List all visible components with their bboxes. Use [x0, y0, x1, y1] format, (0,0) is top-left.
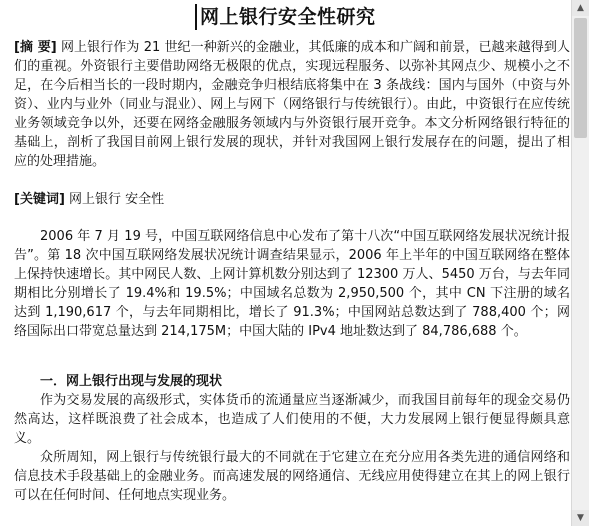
vertical-scrollbar[interactable]	[571, 0, 589, 526]
scrollbar-thumb[interactable]	[574, 18, 587, 138]
keywords-label: [关键词]	[14, 192, 65, 207]
abstract-section	[14, 38, 570, 171]
keywords-section	[14, 190, 570, 209]
scroll-down-icon[interactable]: ▼	[572, 510, 589, 526]
section-heading: 一．网上银行出现与发展的现状	[40, 374, 223, 389]
paper-title: 网上银行安全性研究	[195, 4, 376, 30]
section-paragraph-2: 众所周知，网上银行与传统银行最大的不同就在于它建立在充分应用各类先进的通信网络和信息技术手段基础上的金融业务。而高速发展的网络通信、无线应用使得建立在其上的网上银行可以在任何时间、任何地点实现业务。	[14, 450, 570, 503]
abstract-label: [摘 要]	[14, 40, 57, 55]
abstract-text: 网上银行作为 21 世纪一种新兴的金融业，其低廉的成本和广阔和前景，已越来越得到人们的重视。外资银行主要借助网络无极限的优点，实现远程服务、以弥补其网点少、规模小之不足，在今后相当长的一段时期内，金融竞争归根结底将集中在 3 条战线：国内与国外（中资与外资）、业内与业外（同业与混业）、网上与网下（网络银行与传统银行）。由此，中资银行在应传统业务领域竞争以外，还要在网络金融服务领域内与外资银行展开竞争。本文分析网络银行特征的基础上，剖析了我国目前网上银行发展的现状，并针对我国网上银行发展存在的问题，提出了相应的处理措施。	[14, 40, 570, 169]
keywords-text: 网上银行 安全性	[64, 192, 165, 207]
intro-paragraph: 2006 年 7 月 19 号，中国互联网络信息中心发布了第十八次“中国互联网络发展状况统计报告”。第 18 次中国互联网络发展状况统计调查结果显示，2006 年上半年的中国互联网络在整体上保持快速增长。其中网民人数、上网计算机数分别达到了 12300 万人、5450 万台，与去年同期相比分别增长了 19.4%和 19.5%；中国域名总数为 2,950,500 个，其中 CN 下注册的域名达到 1,190,617 个，与去年同期相比，增长了 91.3%；中国网站总数达到了 788,400 个；网络国际出口带宽总量达到 214,175M；中国大陆的 IPv4 地址数达到了 84,786,688 个。	[14, 229, 570, 339]
section-paragraph-1: 作为交易发展的高级形式，实体货币的流通量应当逐渐减少，而我国目前每年的现金交易仍然高达，这样既浪费了社会成本，也造成了人们使用的不便，大力发展网上银行便显得颇具意义。	[14, 393, 570, 446]
scroll-up-icon[interactable]: ▲	[572, 0, 589, 16]
